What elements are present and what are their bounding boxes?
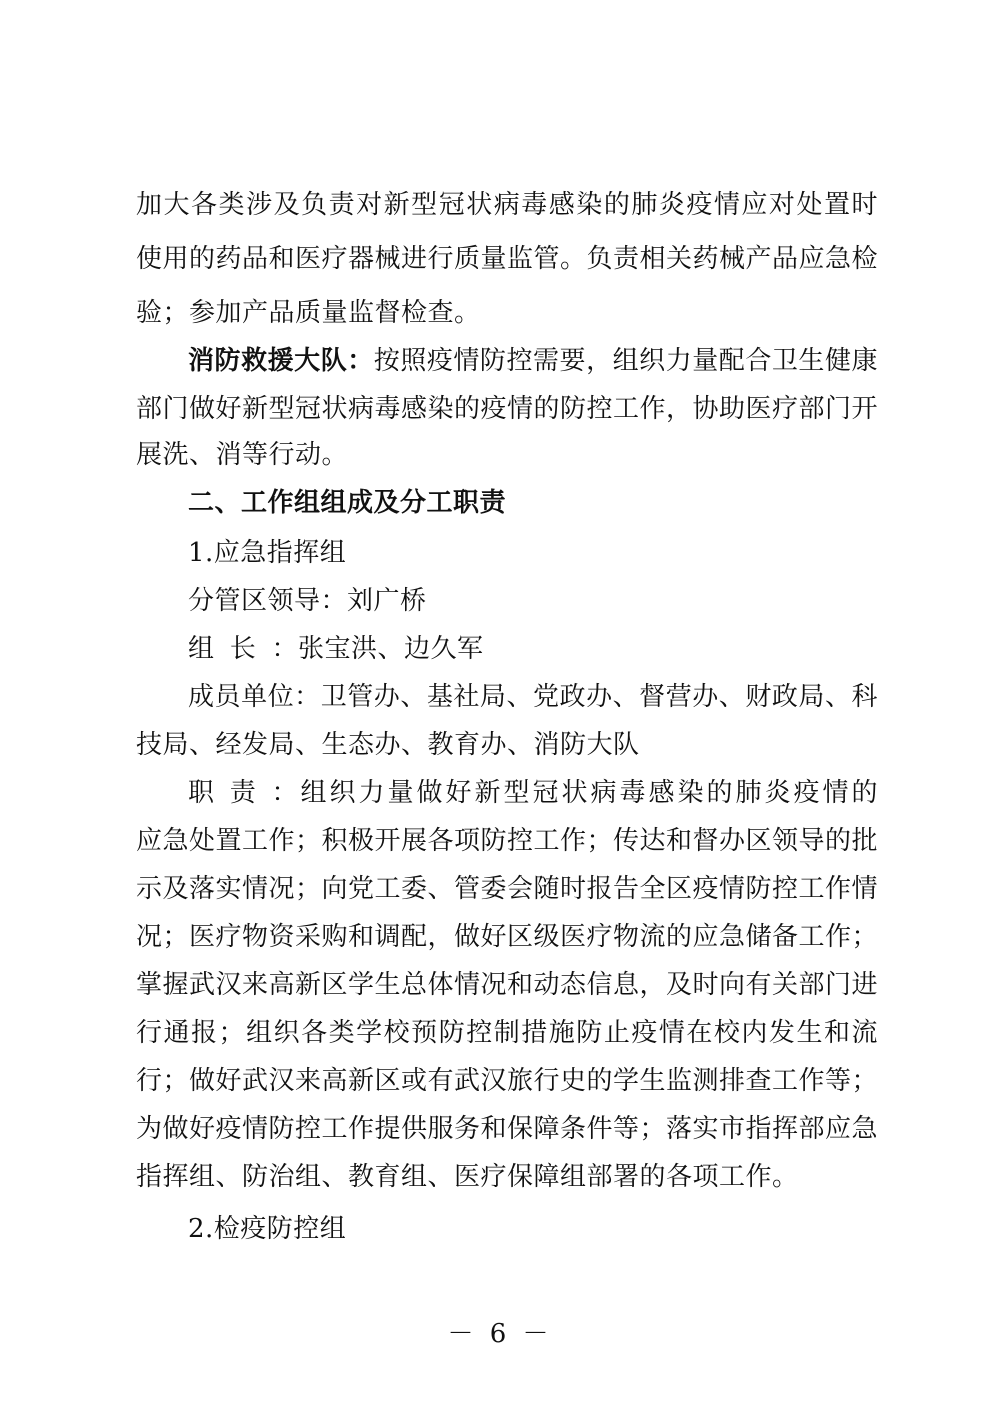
group1-duty-line-3: 示及落实情况；向党工委、管委会随时报告全区疫情防控工作情 (136, 874, 879, 904)
members-value: 卫管办、基社局、党政办、督营办、财政局、科 (320, 682, 878, 712)
group1-members-line-1 (188, 680, 878, 714)
fire-brigade-label: 消防救援大队： (188, 346, 374, 376)
group1-duty-line-2: 应急处置工作；积极开展各项防控工作；传达和督办区领导的批 (136, 826, 879, 856)
page-number: － 6 － (447, 1319, 553, 1349)
section-heading: 二、工作组组成及分工职责 (188, 488, 507, 518)
group1-leader-line (188, 584, 878, 618)
members-label: 成员单位： (188, 682, 321, 712)
paragraph-drug-line-3: 验；参加产品质量监督检查。 (136, 298, 481, 328)
group2-title: 2.检疫防控组 (188, 1214, 347, 1244)
head-value: 张宝洪、边久军 (298, 634, 484, 664)
paragraph-drug-line-1: 加大各类涉及负责对新型冠状病毒感染的肺炎疫情应对处置时 (136, 190, 878, 220)
duty-text: 组织力量做好新型冠状病毒感染的肺炎疫情的 (298, 778, 878, 808)
head-label: 组长： (188, 634, 298, 664)
leader-label: 分管区领导： (188, 586, 348, 616)
group1-duty-line-1 (188, 776, 878, 810)
duty-label: 职责： (188, 778, 298, 808)
paragraph-fire-line-3: 展洗、消等行动。 (136, 440, 349, 470)
group1-duty-line-4: 况；医疗物资采购和调配，做好区级医疗物流的应急储备工作； (136, 922, 879, 952)
group1-members-line-2: 技局、经发局、生态办、教育办、消防大队 (136, 730, 640, 760)
paragraph-fire-line-1 (188, 344, 878, 378)
group1-title: 1.应急指挥组 (188, 538, 347, 568)
group1-head-line (188, 632, 878, 666)
group1-duty-line-6: 行通报；组织各类学校预防控制措施防止疫情在校内发生和流 (136, 1018, 878, 1048)
group1-duty-line-8: 为做好疫情防控工作提供服务和保障条件等；落实市指挥部应急 (136, 1114, 879, 1144)
group1-duty-line-9: 指挥组、防治组、教育组、医疗保障组部署的各项工作。 (136, 1162, 799, 1192)
leader-value: 刘广桥 (347, 586, 427, 616)
paragraph-drug-line-2: 使用的药品和医疗器械进行质量监管。负责相关药械产品应急检 (136, 244, 879, 274)
group1-duty-line-7: 行；做好武汉来高新区或有武汉旅行史的学生监测排查工作等； (136, 1066, 879, 1096)
group1-duty-line-5: 掌握武汉来高新区学生总体情况和动态信息，及时向有关部门进 (136, 970, 879, 1000)
paragraph-fire-line-2: 部门做好新型冠状病毒感染的疫情的防控工作，协助医疗部门开 (136, 394, 879, 424)
fire-brigade-text: 按照疫情防控需要，组织力量配合卫生健康 (373, 346, 878, 376)
